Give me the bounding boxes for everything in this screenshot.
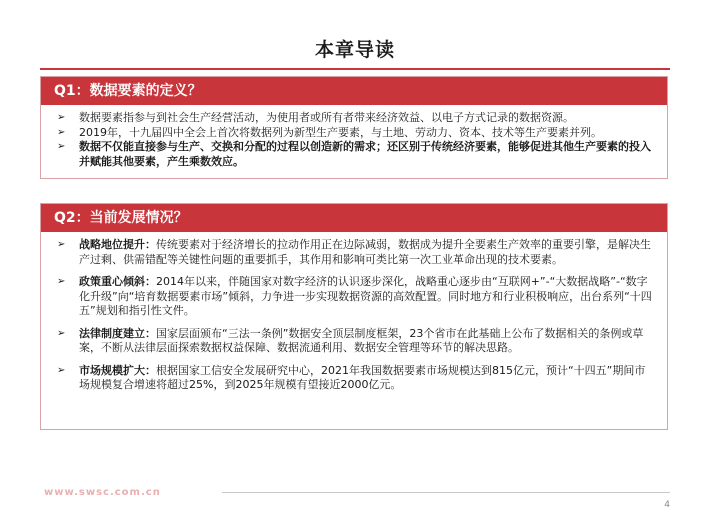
page-title: 本章导读 [314, 39, 395, 61]
section-q2-body [41, 232, 667, 393]
list-item-text: 2019年，十九届四中全会上首次将数据列为新型生产要素，与土地、劳动力、资本、技术等生产要素并列。 [79, 125, 602, 139]
list-item [55, 111, 653, 126]
bullet-arrow-icon: ➢ [57, 126, 66, 138]
footer-url: www.swsc.com.cn [44, 487, 161, 498]
list-item-text: 数据不仅能直接参与生产、交换和分配的过程以创造新的需求；还区别于传统经济要素，能够促进其他生产要素的投入并赋能其他要素，产生乘数效应。 [79, 140, 651, 168]
list-item-text: 市场规模扩大：根据国家工信安全发展研究中心，2021年我国数据要素市场规模达到815亿元，预计“十四五”期间市场规模复合增速将超过25%，到2025年规模有望接近2000亿元。 [79, 363, 646, 391]
bullet-arrow-icon: ➢ [57, 364, 66, 376]
title-divider [40, 68, 670, 70]
list-item [55, 238, 653, 267]
section-q2 [40, 203, 668, 430]
bullet-arrow-icon: ➢ [57, 239, 66, 250]
list-item [55, 364, 653, 393]
list-item-text: 法律制度建立：国家层面颁布“三法一条例”数据安全顶层制度框架，23个省市在此基础上公布了数据相关的条例或草案，不断从法律层面探索数据权益保障、数据流通利用、数据安全管理等环节的解决思路。 [79, 326, 644, 354]
list-item-text: 战略地位提升：传统要素对于经济增长的拉动作用正在边际减弱，数据成为提升全要素生产效率的重要引擎，是解决生产过剩、供需错配等关键性问题的重要抓手，其作用和影响可类比第一次工业革命出现的技术要素。 [79, 238, 651, 266]
section-q2-heading: Q2：当前发展情况？ [41, 204, 667, 232]
list-item [55, 140, 653, 169]
section-q1-heading: Q1：数据要素的定义？ [41, 77, 667, 105]
list-item [55, 126, 653, 141]
list-item-text: 政策重心倾斜：2014年以来，伴随国家对数字经济的认识逐步深化，战略重心逐步由“互联网+”-“大数据战略”-“数字化升级”向“培育数据要素市场”倾斜，力争进一步实现数据资源的高效配置。同时地方和行业积极响应，出台系列“十四五”规划和指引性文件。 [79, 275, 652, 317]
bullet-arrow-icon: ➢ [57, 327, 66, 339]
list-item [55, 327, 653, 356]
footer-divider [222, 492, 670, 493]
list-item-text: 数据要素指参与到社会生产经营活动，为使用者或所有者带来经济效益、以电子方式记录的数据资源。 [79, 111, 574, 124]
section-q1 [40, 76, 668, 179]
bullet-arrow-icon: ➢ [57, 276, 66, 287]
bullet-arrow-icon: ➢ [57, 141, 66, 152]
section-q1-body [41, 105, 667, 169]
page-number: 4 [664, 500, 670, 510]
list-item [55, 275, 653, 319]
bullet-arrow-icon: ➢ [57, 112, 66, 123]
